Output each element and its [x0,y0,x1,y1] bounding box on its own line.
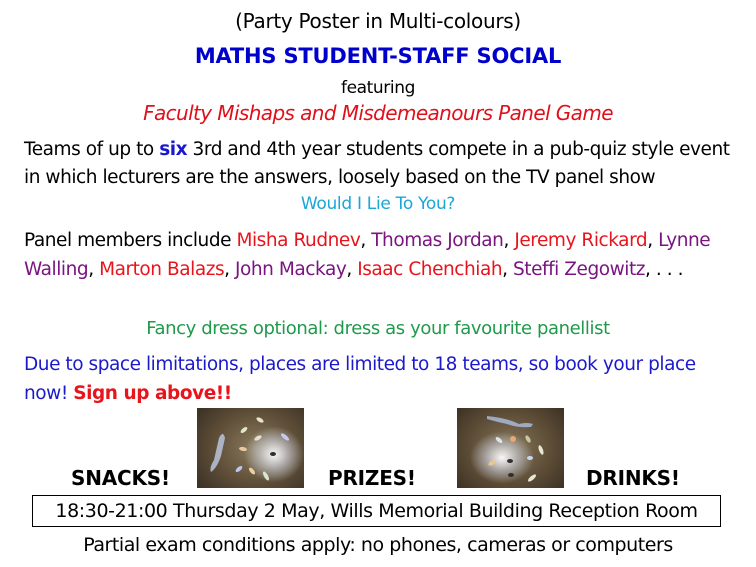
booking-paragraph [24,350,740,408]
fancy-dress-note: Fancy dress optional: dress as your favourite panellist [146,318,610,339]
featuring-label: featuring [341,78,415,98]
panel-member-name: Marton Balazs [99,259,225,280]
exam-conditions-note: Partial exam conditions apply: no phones, cameras or computers [83,534,673,556]
game-name: Faculty Mishaps and Misdemeanours Panel Game [143,101,613,125]
figurines-photo-1 [197,408,304,488]
intro-emphasis: six [159,139,188,160]
sign-up-call-to-action: Sign up above!! [73,383,232,404]
event-details-box: 18:30-21:00 Thursday 2 May, Wills Memorial Building Reception Room [32,495,721,527]
panel-member-name: Steffi Zegowitz [513,259,646,280]
intro-before: Teams of up to [24,139,160,160]
panel-separator: , [346,259,358,280]
poster-subtitle: (Party Poster in Multi-colours) [235,9,521,33]
panel-paragraph [24,226,740,284]
panel-member-name: John Mackay [235,259,347,280]
panel-separator: , [503,230,515,251]
poster-title: MATHS STUDENT-STAFF SOCIAL [194,44,562,68]
panel-separator: , [224,259,236,280]
panel-member-name: Lynne Walling [24,230,711,280]
panel-trailing: , . . . [645,259,684,280]
drinks-label: DRINKS! [586,466,680,490]
panel-member-name: Misha Rudnev [236,230,361,251]
figurines-photo-2-art [457,408,564,488]
panel-separator: , [502,259,514,280]
panel-member-name: Thomas Jordan [371,230,504,251]
panel-member-name: Jeremy Rickard [514,230,648,251]
prizes-label: PRIZES! [328,466,416,490]
panel-member-name: Isaac Chenchiah [357,259,503,280]
panel-separator: , [647,230,659,251]
panel-lead: Panel members include [24,230,237,251]
show-name: Would I Lie To You? [300,194,456,214]
panel-separator: , [360,230,372,251]
panel-separator: , [88,259,100,280]
booking-text: Due to space limitations, places are limited to 18 teams, so book your place now! [24,354,696,404]
intro-after: 3rd and 4th year students compete in a pub-quiz style event in which lecturers are the answers, loosely based on the TV panel show [24,139,730,188]
intro-paragraph [24,136,740,192]
figurines-photo-2 [457,408,564,488]
figurines-photo-1-art [197,408,304,488]
snacks-label: SNACKS! [71,466,170,490]
